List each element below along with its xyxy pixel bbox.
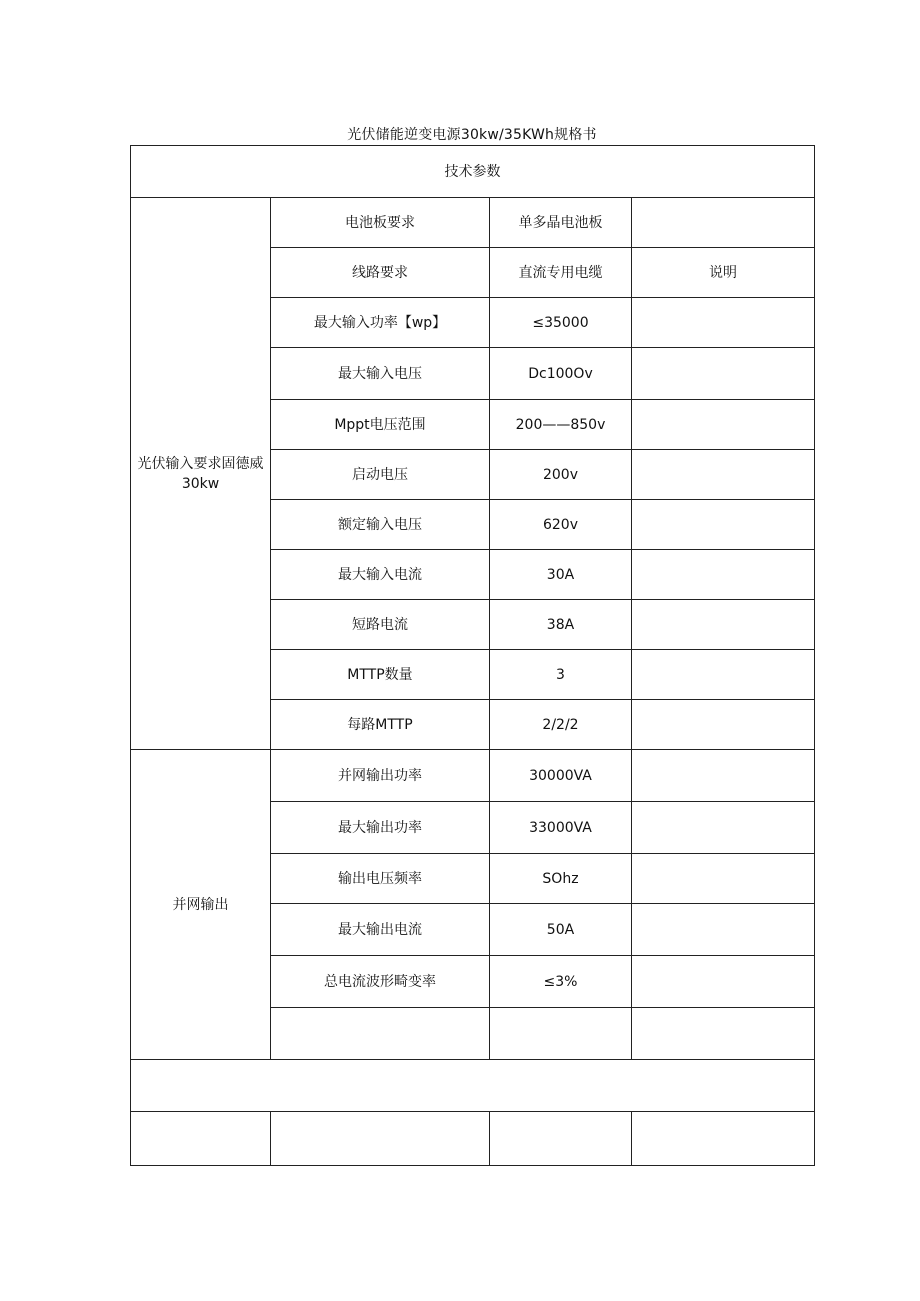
param-name: 最大输入功率【wp】 [271,298,490,348]
param-name: 最大输入电流 [271,550,490,600]
param-note [632,550,815,600]
param-value: 2/2/2 [490,700,632,750]
table-header-row [131,146,815,198]
param-note [632,750,815,802]
param-name: 额定输入电压 [271,500,490,550]
param-note [632,802,815,854]
param-value: 38A [490,600,632,650]
param-name: 电池板要求 [271,198,490,248]
param-name: 短路电流 [271,600,490,650]
param-note [632,650,815,700]
section-label-grid-output: 并网输出 [131,750,271,1060]
param-note [632,298,815,348]
param-value: SOhz [490,854,632,904]
section-label-pv-input: 光伏输入要求固德威30kw [131,198,271,750]
param-value: Dc100Ov [490,348,632,400]
param-value: 200v [490,450,632,500]
param-value: ≤35000 [490,298,632,348]
table-row-empty-full [131,1060,815,1112]
param-value: 200——850v [490,400,632,450]
param-name: 线路要求 [271,248,490,298]
param-note [632,1008,815,1060]
table-row [131,750,815,802]
param-value: 33000VA [490,802,632,854]
param-value: 30000VA [490,750,632,802]
param-note [632,198,815,248]
param-name: 最大输入电压 [271,348,490,400]
empty-cell [271,1112,490,1166]
empty-cell [632,1112,815,1166]
table-row [131,198,815,248]
param-value: 单多晶电池板 [490,198,632,248]
param-value: 50A [490,904,632,956]
param-note [632,904,815,956]
document-title: 光伏储能逆变电源30kw/35KWh规格书 [347,127,597,143]
param-name [271,1008,490,1060]
param-note [632,956,815,1008]
empty-cell [131,1112,271,1166]
param-value: 3 [490,650,632,700]
param-note [632,348,815,400]
param-name: MTTP数量 [271,650,490,700]
param-value: ≤3% [490,956,632,1008]
table-row-empty [131,1112,815,1166]
param-note [632,500,815,550]
empty-cell [490,1112,632,1166]
empty-cell [131,1060,815,1112]
param-name: 总电流波形畸变率 [271,956,490,1008]
param-name: 启动电压 [271,450,490,500]
param-name: Mppt电压范围 [271,400,490,450]
spec-table [130,145,815,1166]
param-value [490,1008,632,1060]
param-note [632,450,815,500]
param-value: 30A [490,550,632,600]
param-name: 最大输出电流 [271,904,490,956]
param-value: 620v [490,500,632,550]
param-note [632,600,815,650]
param-note [632,400,815,450]
table-header: 技术参数 [131,146,815,198]
param-note: 说明 [632,248,815,298]
param-value: 直流专用电缆 [490,248,632,298]
param-name: 输出电压频率 [271,854,490,904]
param-name: 最大输出功率 [271,802,490,854]
param-name: 每路MTTP [271,700,490,750]
param-note [632,700,815,750]
param-name: 并网输出功率 [271,750,490,802]
param-note [632,854,815,904]
